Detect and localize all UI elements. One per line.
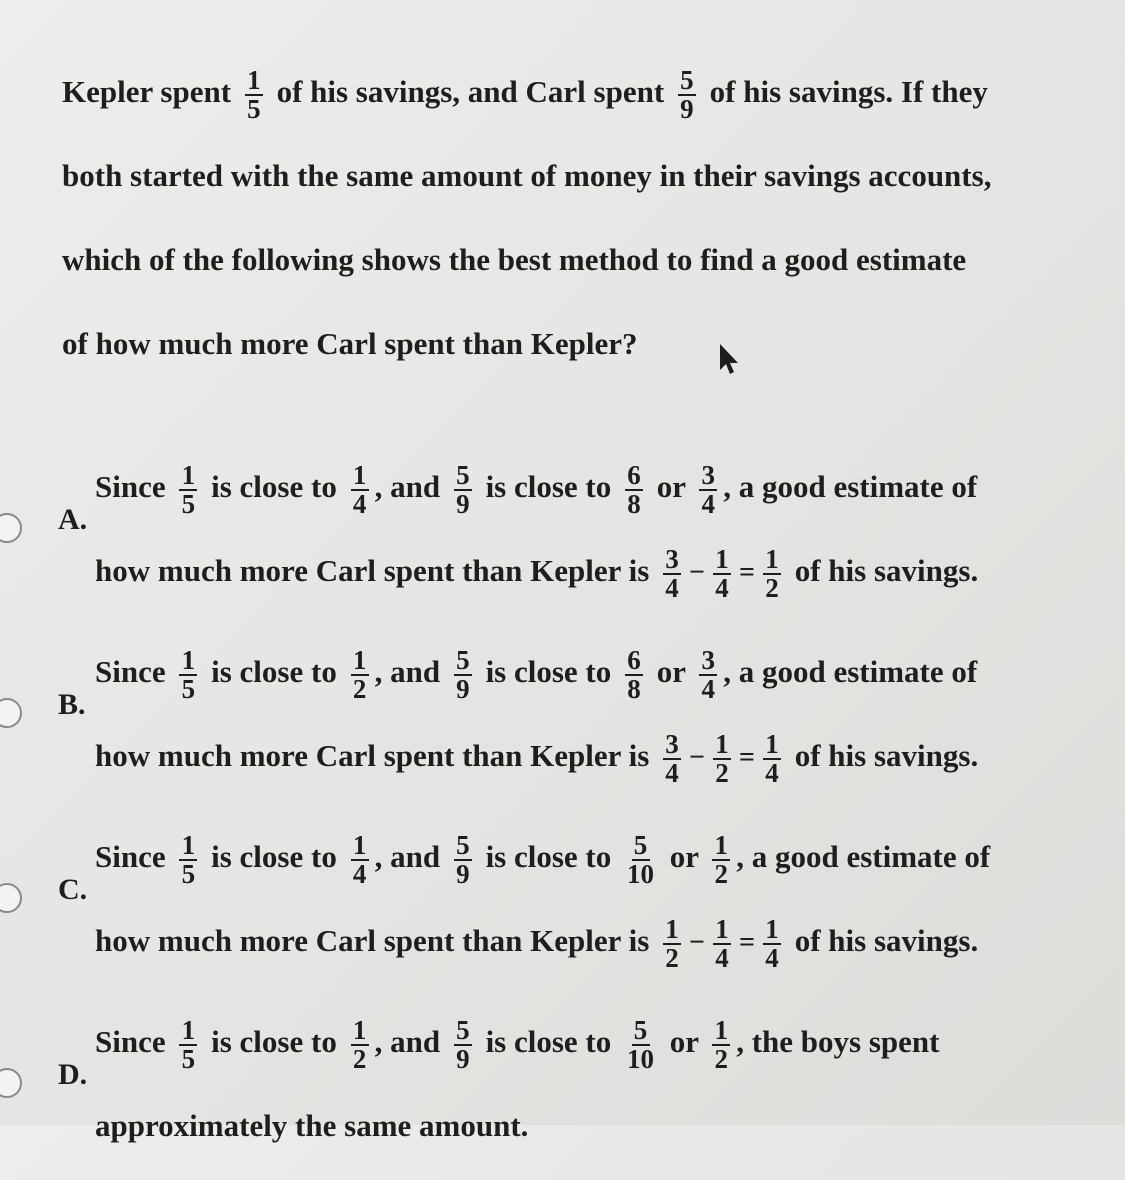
option-text: is close to: [211, 1024, 337, 1059]
fraction: [351, 459, 369, 519]
denominator: 8: [627, 673, 641, 704]
option-text: is close to: [485, 469, 612, 504]
option-letter: C.: [58, 873, 88, 906]
question-text: of his savings. If they: [709, 74, 988, 109]
fraction: [179, 829, 197, 889]
numerator: 5: [454, 1017, 472, 1046]
fraction-kepler: [245, 64, 263, 124]
answer-option-c[interactable]: [0, 825, 1125, 995]
option-text: , a good estimate of: [736, 839, 991, 874]
option-text: Since: [95, 839, 166, 874]
numerator: 1: [179, 647, 197, 676]
denominator: 5: [181, 673, 196, 704]
denominator: 4: [765, 942, 779, 973]
denominator: 5: [247, 93, 261, 124]
denominator: 2: [715, 757, 729, 788]
option-text: Since: [95, 654, 166, 689]
option-text: or: [656, 654, 686, 689]
fraction-carl: [678, 64, 696, 124]
option-text: or: [656, 469, 686, 504]
denominator: 9: [456, 858, 470, 889]
denominator: 4: [665, 572, 679, 603]
numerator: 5: [632, 1017, 650, 1046]
minus-sign: −: [689, 557, 705, 588]
fraction: [351, 829, 369, 889]
question-line-2: both started with the same amount of money in their savings accounts,: [62, 158, 992, 193]
denominator: 2: [665, 942, 679, 973]
question-stem: [62, 50, 1072, 386]
option-text: is close to: [211, 469, 337, 504]
numerator: 1: [712, 832, 730, 861]
fraction: [351, 644, 369, 704]
question-line-3: which of the following shows the best method to find a good estimate: [62, 242, 967, 277]
numerator: 1: [179, 462, 197, 491]
denominator: 2: [714, 858, 728, 889]
option-text: Since: [95, 1024, 166, 1059]
option-line-2: [95, 1086, 528, 1166]
denominator: 5: [181, 858, 196, 889]
denominator: 4: [352, 858, 367, 889]
radio-button-icon[interactable]: [0, 1068, 22, 1098]
fraction: [625, 459, 643, 519]
option-text: of his savings.: [794, 738, 979, 773]
fraction: [351, 1014, 369, 1074]
denominator: 4: [715, 942, 729, 973]
option-text: how much more Carl spent than Kepler is: [95, 738, 650, 773]
option-text: of his savings.: [794, 553, 979, 588]
answer-option-b[interactable]: [0, 640, 1125, 810]
numerator: 5: [678, 67, 696, 96]
numerator: 6: [625, 462, 643, 491]
answer-option-a[interactable]: [0, 455, 1125, 625]
option-line-2: [95, 531, 978, 611]
fraction: [699, 644, 717, 704]
denominator: 2: [352, 1043, 367, 1074]
fraction: [454, 644, 472, 704]
fraction: [454, 1014, 472, 1074]
numerator: 1: [712, 1017, 730, 1046]
numerator: 1: [763, 731, 781, 760]
fraction: [763, 543, 781, 603]
option-letter: B.: [58, 688, 86, 721]
fraction: [663, 543, 681, 603]
radio-button-icon[interactable]: [0, 883, 22, 913]
denominator: 5: [181, 1043, 196, 1074]
option-text: , and: [374, 839, 441, 874]
fraction: [179, 459, 197, 519]
denominator: 4: [765, 757, 779, 788]
denominator: 10: [627, 1043, 655, 1074]
option-letter: D.: [58, 1058, 88, 1091]
fraction: [179, 644, 197, 704]
denominator: 4: [665, 757, 679, 788]
fraction: [625, 829, 656, 889]
estimate-equation: [657, 728, 795, 788]
numerator: 3: [699, 462, 717, 491]
radio-button-icon[interactable]: [0, 698, 22, 728]
numerator: 1: [351, 647, 369, 676]
option-letter: A.: [58, 503, 88, 536]
denominator: 4: [352, 488, 367, 519]
fraction: [713, 728, 731, 788]
equals-sign: =: [739, 742, 755, 773]
fraction: [625, 1014, 656, 1074]
option-text: is close to: [485, 654, 612, 689]
option-text: , a good estimate of: [723, 469, 978, 504]
numerator: 5: [454, 647, 472, 676]
estimate-equation: [657, 543, 795, 603]
option-text: , and: [374, 654, 441, 689]
question-line-4: of how much more Carl spent than Kepler?: [62, 326, 638, 361]
option-text: , a good estimate of: [723, 654, 978, 689]
denominator: 2: [714, 1043, 728, 1074]
numerator: 1: [763, 916, 781, 945]
denominator: 4: [715, 572, 729, 603]
denominator: 8: [627, 488, 641, 519]
option-line-1: [95, 447, 977, 527]
numerator: 1: [245, 67, 263, 96]
fraction: [763, 728, 781, 788]
option-line-2: [95, 901, 978, 981]
fraction: [454, 459, 472, 519]
fraction: [713, 913, 731, 973]
option-line-2: [95, 716, 978, 796]
option-text: Since: [95, 469, 166, 504]
denominator: 2: [352, 673, 367, 704]
numerator: 1: [763, 546, 781, 575]
option-text: is close to: [485, 1024, 612, 1059]
option-text: , the boys spent: [736, 1024, 940, 1059]
numerator: 1: [351, 832, 369, 861]
fraction: [712, 829, 730, 889]
option-text: is close to: [485, 839, 612, 874]
numerator: 1: [713, 546, 731, 575]
numerator: 1: [713, 916, 731, 945]
mouse-pointer-icon: [714, 342, 742, 376]
option-text: how much more Carl spent than Kepler is: [95, 553, 650, 588]
denominator: 9: [456, 488, 470, 519]
equals-sign: =: [739, 557, 755, 588]
minus-sign: −: [689, 742, 705, 773]
fraction: [625, 644, 643, 704]
question-line-1: [62, 50, 1072, 134]
denominator: 9: [680, 93, 694, 124]
numerator: 5: [454, 832, 472, 861]
numerator: 1: [179, 1017, 197, 1046]
denominator: 10: [627, 858, 655, 889]
numerator: 1: [351, 462, 369, 491]
option-text: how much more Carl spent than Kepler is: [95, 923, 650, 958]
option-text: is close to: [211, 654, 337, 689]
numerator: 3: [663, 731, 681, 760]
option-text: , and: [374, 469, 441, 504]
option-line-1: [95, 632, 977, 712]
equals-sign: =: [739, 927, 755, 958]
numerator: 1: [713, 731, 731, 760]
numerator: 6: [625, 647, 643, 676]
option-line-1: [95, 1002, 939, 1082]
numerator: 5: [632, 832, 650, 861]
option-text: or: [669, 1024, 699, 1059]
fraction: [763, 913, 781, 973]
numerator: 5: [454, 462, 472, 491]
denominator: 2: [765, 572, 779, 603]
option-text: , and: [374, 1024, 441, 1059]
minus-sign: −: [689, 927, 705, 958]
denominator: 4: [701, 673, 715, 704]
fraction: [712, 1014, 730, 1074]
option-text: or: [669, 839, 699, 874]
question-text: of his savings, and Carl spent: [276, 74, 665, 109]
numerator: 1: [351, 1017, 369, 1046]
denominator: 9: [456, 1043, 470, 1074]
option-text: of his savings.: [794, 923, 979, 958]
option-line-1: [95, 817, 990, 897]
answer-option-d[interactable]: [0, 1010, 1125, 1180]
numerator: 3: [699, 647, 717, 676]
fraction: [454, 829, 472, 889]
estimate-equation: [657, 913, 795, 973]
numerator: 1: [179, 832, 197, 861]
radio-button-icon[interactable]: [0, 513, 22, 543]
denominator: 5: [181, 488, 196, 519]
option-text: is close to: [211, 839, 337, 874]
denominator: 9: [456, 673, 470, 704]
question-text: Kepler spent: [62, 74, 232, 109]
numerator: 1: [663, 916, 681, 945]
fraction: [179, 1014, 197, 1074]
fraction: [663, 728, 681, 788]
option-text: approximately the same amount.: [95, 1108, 529, 1143]
denominator: 4: [701, 488, 715, 519]
numerator: 3: [663, 546, 681, 575]
fraction: [713, 543, 731, 603]
fraction: [663, 913, 681, 973]
fraction: [699, 459, 717, 519]
